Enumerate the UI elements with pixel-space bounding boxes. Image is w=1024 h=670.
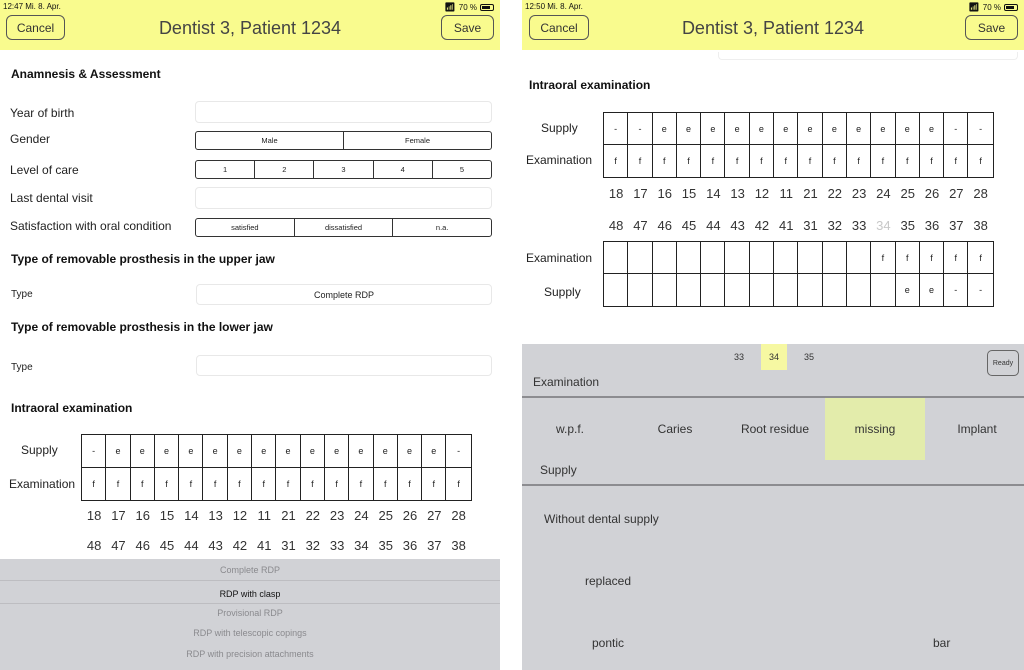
tooth-number: 17	[633, 186, 648, 201]
tooth-cell[interactable]: f	[628, 145, 652, 177]
picker-selection-line-bottom	[0, 603, 500, 604]
tooth-number: 48	[86, 538, 102, 553]
tooth-cell[interactable]	[823, 242, 847, 274]
level-option-4[interactable]: 4	[373, 161, 432, 178]
tooth-cell[interactable]	[604, 242, 628, 274]
tooth-number: 17	[111, 508, 126, 523]
tooth-cell[interactable]: -	[446, 435, 470, 467]
picker-option[interactable]: Provisional RDP	[217, 608, 283, 618]
tooth-number: 16	[135, 508, 150, 523]
tooth-cell[interactable]	[725, 274, 749, 306]
tooth-cell[interactable]: e	[725, 113, 749, 145]
tooth-number: 23	[851, 186, 867, 201]
last-visit-field[interactable]	[195, 187, 492, 209]
supply-row	[81, 434, 472, 468]
tooth-number: 41	[256, 538, 272, 553]
upper-tooth-numbers	[604, 186, 993, 201]
tooth-cell[interactable]	[871, 274, 895, 306]
tooth-number: 35	[378, 538, 393, 553]
tooth-cell[interactable]: f	[374, 468, 398, 500]
tooth-cell[interactable]: f	[750, 145, 774, 177]
tooth-cell[interactable]: e	[203, 435, 227, 467]
tooth-cell[interactable]: e	[325, 435, 349, 467]
tooth-34-selected[interactable]: 34	[761, 344, 787, 370]
cancel-button[interactable]: Cancel	[6, 15, 65, 40]
tooth-cell[interactable]: e	[871, 113, 895, 145]
tooth-cell[interactable]: f	[301, 468, 325, 500]
anamnesis-heading: Anamnesis & Assessment	[11, 67, 161, 81]
upper-jaw-heading: Type of removable prosthesis in the upper jaw	[11, 252, 275, 266]
upper-type-label: Type	[11, 289, 33, 300]
left-screen	[0, 0, 500, 670]
upper-examination-row	[603, 144, 994, 178]
tooth-cell[interactable]: f	[896, 242, 920, 274]
tooth-cell[interactable]: f	[252, 468, 276, 500]
lower-tooth-numbers	[604, 218, 993, 233]
tooth-cell[interactable]: -	[604, 113, 628, 145]
tooth-number: 23	[329, 508, 345, 523]
tooth-cell[interactable]: -	[944, 274, 968, 306]
tooth-cell[interactable]: e	[374, 435, 398, 467]
tooth-cell[interactable]	[653, 274, 677, 306]
tooth-number: 27	[427, 508, 442, 523]
tooth-cell[interactable]	[774, 274, 798, 306]
tooth-number: 13	[208, 508, 223, 523]
status-time: 12:47 Mi. 8. Apr.	[3, 2, 61, 11]
tooth-number: 43	[730, 218, 745, 233]
tooth-number: 27	[949, 186, 964, 201]
nav-bar	[522, 0, 1024, 50]
lower-jaw-heading: Type of removable prosthesis in the lower jaw	[11, 320, 273, 334]
year-of-birth-label: Year of birth	[10, 106, 75, 120]
tooth-cell[interactable]: f	[871, 242, 895, 274]
tooth-cell[interactable]: f	[944, 242, 968, 274]
kb-examination-label: Examination	[533, 375, 600, 389]
gender-male-option[interactable]: Male	[261, 136, 278, 145]
level-option-2[interactable]: 2	[254, 161, 313, 178]
tooth-cell[interactable]: e	[179, 435, 203, 467]
tooth-cell[interactable]: e	[398, 435, 422, 467]
tooth-cell[interactable]: f	[701, 145, 725, 177]
tooth-cell[interactable]: f	[131, 468, 155, 500]
save-button[interactable]: Save	[965, 15, 1018, 40]
tooth-number: 18	[86, 508, 102, 523]
tooth-number: 38	[451, 538, 466, 553]
level-option-5[interactable]: 5	[432, 161, 491, 178]
lower-type-field[interactable]	[196, 355, 492, 376]
tooth-number: 24	[876, 186, 891, 201]
tooth-cell[interactable]: f	[725, 145, 749, 177]
satisfaction-satisfied-option[interactable]: satisfied	[231, 223, 259, 232]
tooth-number: 45	[681, 218, 697, 233]
tooth-number: 11	[779, 186, 793, 201]
tooth-cell[interactable]: f	[653, 145, 677, 177]
tooth-cell[interactable]: e	[106, 435, 130, 467]
tooth-number: 35	[900, 218, 915, 233]
battery-percent: 70 %	[458, 3, 477, 12]
tooth-cell[interactable]: e	[228, 435, 252, 467]
tooth-cell[interactable]: f	[179, 468, 203, 500]
tooth-cell[interactable]: e	[823, 113, 847, 145]
status-right	[968, 2, 1018, 13]
field-edge	[718, 52, 1018, 60]
tooth-number: 16	[657, 186, 672, 201]
lower-supply-label: Supply	[544, 285, 581, 299]
gender-label: Gender	[10, 132, 51, 146]
lower-type-label: Type	[11, 362, 33, 373]
supply-option-bar[interactable]: bar	[933, 636, 951, 650]
tooth-number: 21	[803, 186, 818, 201]
tooth-number: 32	[827, 218, 843, 233]
picker-option[interactable]: RDP with telescopic copings	[193, 628, 307, 638]
tooth-cell[interactable]: f	[944, 145, 968, 177]
kb-divider	[522, 484, 1024, 486]
intraoral-heading: Intraoral examination	[11, 401, 133, 415]
tooth-cell[interactable]: -	[968, 113, 992, 145]
page-title: Dentist 3, Patient 1234	[681, 18, 865, 38]
tooth-cell[interactable]: f	[276, 468, 300, 500]
tooth-number: 22	[827, 186, 843, 201]
tooth-cell[interactable]: f	[228, 468, 252, 500]
satisfaction-label: Satisfaction with oral condition	[10, 219, 172, 233]
tooth-cell[interactable]: f	[422, 468, 446, 500]
nav-bar	[0, 0, 500, 50]
input-keyboard	[522, 344, 1024, 670]
battery-icon	[480, 4, 494, 11]
tooth-cell[interactable]: f	[823, 145, 847, 177]
tooth-cell[interactable]	[628, 274, 652, 306]
tooth-33[interactable]: 33	[733, 352, 744, 362]
tooth-number: 46	[135, 538, 150, 553]
gender-segmented	[195, 131, 492, 150]
tooth-cell[interactable]: f	[446, 468, 470, 500]
intraoral-heading: Intraoral examination	[529, 78, 651, 92]
split-divider	[500, 0, 522, 670]
tooth-number: 45	[159, 538, 175, 553]
tooth-cell[interactable]	[774, 242, 798, 274]
tooth-number: 34	[354, 538, 369, 553]
tooth-cell[interactable]: e	[750, 113, 774, 145]
tooth-cell[interactable]	[725, 242, 749, 274]
tooth-number: 25	[378, 508, 393, 523]
tooth-cell[interactable]: f	[398, 468, 422, 500]
tooth-cell[interactable]: f	[920, 145, 944, 177]
tooth-number: 15	[681, 186, 697, 201]
tooth-cell[interactable]: f	[968, 242, 992, 274]
tooth-number: 31	[281, 538, 296, 553]
supply-option-pontic[interactable]: pontic	[592, 636, 625, 650]
tooth-number: 33	[851, 218, 867, 233]
tooth-cell[interactable]: e	[920, 113, 944, 145]
tooth-cell[interactable]: e	[896, 274, 920, 306]
tooth-number: 34	[876, 218, 891, 233]
tooth-cell[interactable]: f	[325, 468, 349, 500]
tooth-cell[interactable]	[701, 274, 725, 306]
tooth-number: 12	[754, 186, 770, 201]
tooth-cell[interactable]	[798, 242, 822, 274]
tooth-cell[interactable]: f	[774, 145, 798, 177]
gender-female-option[interactable]: Female	[343, 132, 491, 149]
tooth-cell[interactable]: f	[349, 468, 373, 500]
tooth-cell[interactable]: e	[701, 113, 725, 145]
tooth-number: 14	[184, 508, 199, 523]
tooth-number: 21	[281, 508, 296, 523]
upper-supply-label: Supply	[541, 121, 578, 135]
lower-exam-label: Examination	[526, 251, 593, 265]
tooth-cell[interactable]: e	[774, 113, 798, 145]
tooth-number: 26	[924, 186, 940, 201]
exam-row-label: Examination	[9, 477, 76, 491]
exam-option-implant[interactable]: Implant	[957, 422, 997, 436]
battery-percent: 70 %	[982, 3, 1001, 12]
tooth-number: 33	[329, 538, 345, 553]
tooth-number: 44	[706, 218, 721, 233]
tooth-cell[interactable]: -	[944, 113, 968, 145]
tooth-cell[interactable]	[677, 274, 701, 306]
lower-supply-row	[603, 273, 994, 307]
tooth-cell[interactable]: e	[798, 113, 822, 145]
tooth-cell[interactable]: f	[920, 242, 944, 274]
tooth-number: 28	[973, 186, 988, 201]
lower-tooth-numbers	[82, 538, 471, 553]
supply-option-replaced[interactable]: replaced	[585, 574, 632, 588]
upper-supply-row	[603, 112, 994, 146]
tooth-number: 24	[354, 508, 369, 523]
tooth-number: 25	[900, 186, 915, 201]
ready-button[interactable]: Ready	[987, 350, 1019, 376]
tooth-cell[interactable]: f	[896, 145, 920, 177]
level-option-3[interactable]: 3	[313, 161, 372, 178]
tooth-cell[interactable]: f	[871, 145, 895, 177]
upper-tooth-numbers	[82, 508, 471, 523]
tooth-number: 42	[232, 538, 248, 553]
tooth-cell[interactable]: f	[798, 145, 822, 177]
tooth-number: 22	[305, 508, 321, 523]
tooth-number: 13	[730, 186, 745, 201]
exam-option-wpf[interactable]: w.p.f.	[555, 422, 584, 436]
last-visit-label: Last dental visit	[10, 191, 93, 205]
tooth-cell[interactable]: f	[155, 468, 179, 500]
tooth-cell[interactable]: e	[155, 435, 179, 467]
tooth-cell[interactable]: e	[131, 435, 155, 467]
level-of-care-segmented	[195, 160, 492, 179]
tooth-cell[interactable]: f	[203, 468, 227, 500]
satisfaction-na-option[interactable]: n.a.	[392, 219, 491, 236]
examination-row	[81, 467, 472, 501]
year-of-birth-field[interactable]	[195, 101, 492, 123]
tooth-cell[interactable]: e	[896, 113, 920, 145]
lower-examination-row	[603, 241, 994, 275]
tooth-cell[interactable]: -	[628, 113, 652, 145]
tooth-cell[interactable]: f	[82, 468, 106, 500]
tooth-cell[interactable]	[677, 242, 701, 274]
tooth-cell[interactable]	[701, 242, 725, 274]
upper-exam-label: Examination	[526, 153, 593, 167]
right-screen	[522, 0, 1024, 670]
tooth-cell[interactable]: e	[653, 113, 677, 145]
tooth-cell[interactable]: -	[82, 435, 106, 467]
tooth-cell[interactable]: e	[422, 435, 446, 467]
tooth-number: 48	[608, 218, 624, 233]
tooth-cell[interactable]: -	[968, 274, 992, 306]
tooth-number: 26	[402, 508, 418, 523]
tooth-cell[interactable]: f	[604, 145, 628, 177]
tooth-number: 31	[803, 218, 818, 233]
prosthesis-picker[interactable]	[0, 559, 500, 670]
tooth-number: 36	[924, 218, 940, 233]
page-title: Dentist 3, Patient 1234	[158, 18, 342, 38]
battery-icon	[1004, 4, 1018, 11]
tooth-number: 15	[159, 508, 175, 523]
tooth-cell[interactable]	[847, 242, 871, 274]
wifi-icon: 📶︎	[444, 2, 456, 12]
picker-option[interactable]: RDP with precision attachments	[186, 649, 314, 659]
tooth-number: 36	[402, 538, 418, 553]
wifi-icon: 📶︎	[968, 2, 980, 12]
tooth-cell[interactable]	[823, 274, 847, 306]
save-button[interactable]: Save	[441, 15, 494, 40]
tooth-cell[interactable]: f	[847, 145, 871, 177]
exam-option-missing-selected[interactable]: missing	[825, 398, 925, 460]
tooth-cell[interactable]: e	[301, 435, 325, 467]
tooth-cell[interactable]: f	[106, 468, 130, 500]
tooth-number: 32	[305, 538, 321, 553]
tooth-number: 42	[754, 218, 770, 233]
picker-option-selected[interactable]: RDP with clasp	[219, 589, 281, 599]
tooth-cell[interactable]: e	[677, 113, 701, 145]
tooth-number: 18	[608, 186, 624, 201]
tooth-cell[interactable]	[604, 274, 628, 306]
tooth-cell[interactable]	[798, 274, 822, 306]
status-time: 12:50 Mi. 8. Apr.	[525, 2, 583, 11]
tooth-number: 43	[208, 538, 223, 553]
tooth-cell[interactable]: e	[349, 435, 373, 467]
tooth-cell[interactable]: f	[968, 145, 992, 177]
tooth-number: 38	[973, 218, 988, 233]
upper-type-field[interactable]: Complete RDP	[196, 284, 492, 305]
tooth-cell[interactable]: e	[847, 113, 871, 145]
tooth-cell[interactable]	[847, 274, 871, 306]
level-option-1[interactable]: 1	[223, 165, 228, 174]
tooth-number: 28	[451, 508, 466, 523]
picker-option[interactable]: Complete RDP	[219, 565, 281, 575]
tooth-number: 11	[257, 508, 271, 523]
tooth-number: 47	[633, 218, 648, 233]
supply-option-without[interactable]: Without dental supply	[544, 512, 659, 526]
tooth-cell[interactable]	[750, 274, 774, 306]
tooth-number: 37	[427, 538, 442, 553]
satisfaction-segmented	[195, 218, 492, 237]
tooth-cell[interactable]	[628, 242, 652, 274]
tooth-number: 14	[706, 186, 721, 201]
kb-supply-label: Supply	[540, 463, 577, 477]
exam-option-caries[interactable]: Caries	[657, 422, 693, 436]
tooth-cell[interactable]	[750, 242, 774, 274]
status-right	[444, 2, 494, 13]
tooth-cell[interactable]	[653, 242, 677, 274]
cancel-button[interactable]: Cancel	[529, 15, 589, 40]
tooth-cell[interactable]: f	[677, 145, 701, 177]
exam-option-root-residue[interactable]: Root residue	[740, 422, 810, 436]
tooth-35[interactable]: 35	[803, 352, 814, 362]
tooth-cell[interactable]: e	[920, 274, 944, 306]
tooth-number: 46	[657, 218, 672, 233]
tooth-cell[interactable]: e	[252, 435, 276, 467]
tooth-number: 37	[949, 218, 964, 233]
picker-selection-line-top	[0, 580, 500, 581]
tooth-number: 44	[184, 538, 199, 553]
tooth-number: 47	[111, 538, 126, 553]
tooth-number: 41	[778, 218, 794, 233]
tooth-cell[interactable]: e	[276, 435, 300, 467]
supply-row-label: Supply	[21, 443, 58, 457]
level-of-care-label: Level of care	[10, 163, 79, 177]
tooth-number: 12	[232, 508, 248, 523]
satisfaction-dissatisfied-option[interactable]: dissatisfied	[294, 219, 393, 236]
